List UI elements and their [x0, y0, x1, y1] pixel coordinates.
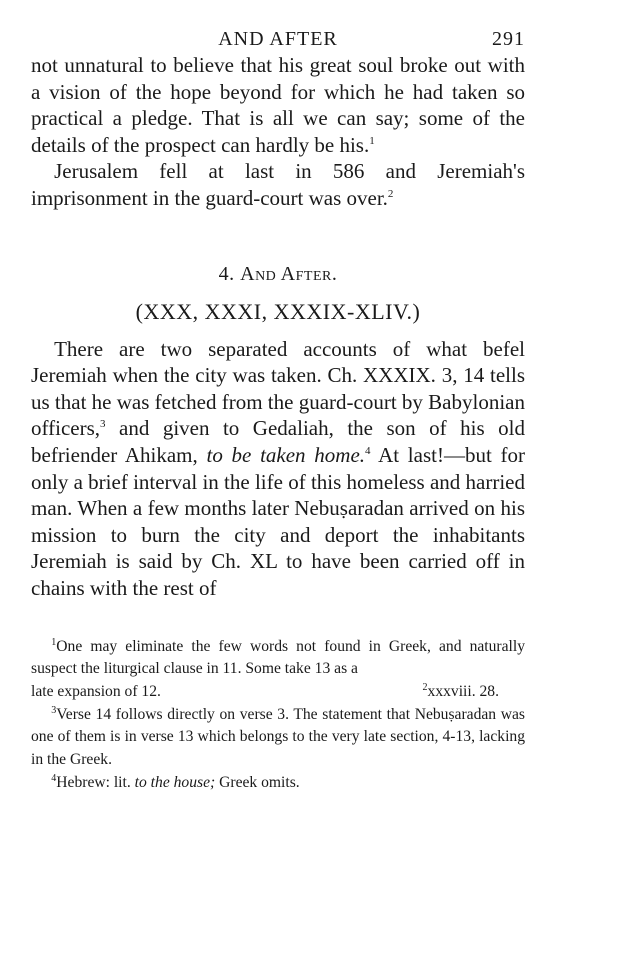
footnotes — [31, 636, 525, 795]
paragraph — [31, 336, 525, 602]
section-number: 4. — [218, 262, 235, 285]
footnote-4 — [31, 772, 525, 795]
footnote-italic: to the house; — [134, 773, 216, 791]
paragraph-text: There are two separated accounts of what befel Jeremiah when the city was taken. Ch. XXXIX. 3, 14 tells us that he was fetched from the guard-court by Babylonian officers, — [31, 336, 525, 441]
footnote-2 — [423, 681, 499, 704]
paragraph-text: Jerusalem fell at last in 586 and Jeremiah's imprisonment in the guard-court was over. — [31, 159, 525, 210]
footnote-text: Hebrew: lit. — [56, 773, 131, 791]
footnote-ref[interactable]: 2 — [387, 187, 394, 200]
page-number: 291 — [492, 28, 525, 50]
footnote-ref[interactable]: 3 — [100, 418, 106, 431]
running-title: AND AFTER — [218, 28, 338, 50]
section-title: And After. — [240, 262, 338, 285]
footnote-ref[interactable]: 4 — [365, 444, 371, 457]
running-head — [31, 22, 525, 52]
book-page — [31, 22, 525, 794]
footnote-text: Verse 14 follows directly on verse 3. The statement that Nebuṣaradan was one of them is in verse 13 which belongs to the very late section, 4-13, lacking in the Greek. — [31, 705, 525, 769]
paragraph-continued — [31, 52, 525, 158]
footnote-text: One may eliminate the few words not found in Greek, and naturally suspect the liturgical clause in 11. Some take 13 as a — [31, 637, 525, 678]
footnote-text: xxxviii. 28. — [427, 682, 499, 700]
footnote-ref[interactable]: 1 — [369, 134, 375, 147]
paragraph-text: At last!—but for only a brief interval in the life of this homeless and harried man. When a few months later Nebuṣaradan arrived on his mission to burn the city and deport the inhabitants Jeremiah is said by Ch. XL to have been carried off in chains with the rest of — [31, 442, 525, 600]
footnote-mark: 3 — [51, 704, 57, 716]
footnote-text: late expansion of 12. — [31, 682, 161, 700]
footnote-1 — [31, 636, 525, 681]
chapter-range: (XXX, XXXI, XXXIX-XLIV.) — [135, 298, 421, 324]
footnote-3 — [31, 704, 525, 772]
footnote-text: Greek omits. — [219, 773, 300, 791]
section-heading — [31, 263, 525, 286]
footnote-mark: 1 — [51, 636, 57, 648]
paragraph-text: not unnatural to believe that his great soul broke out with a vision of the hope beyond for which he had taken so practical a pledge. That is all we can say; some of the details of the prospect can hardly be his. — [31, 53, 525, 157]
italic-phrase: to be taken home. — [206, 442, 366, 467]
footnote-mark: 2 — [422, 681, 428, 693]
paragraph-text: and given to Gedaliah, the son of his old befriender Ahikam, — [31, 416, 525, 467]
footnote-line — [31, 681, 525, 704]
paragraph — [31, 158, 525, 211]
footnote-mark: 4 — [51, 772, 57, 784]
